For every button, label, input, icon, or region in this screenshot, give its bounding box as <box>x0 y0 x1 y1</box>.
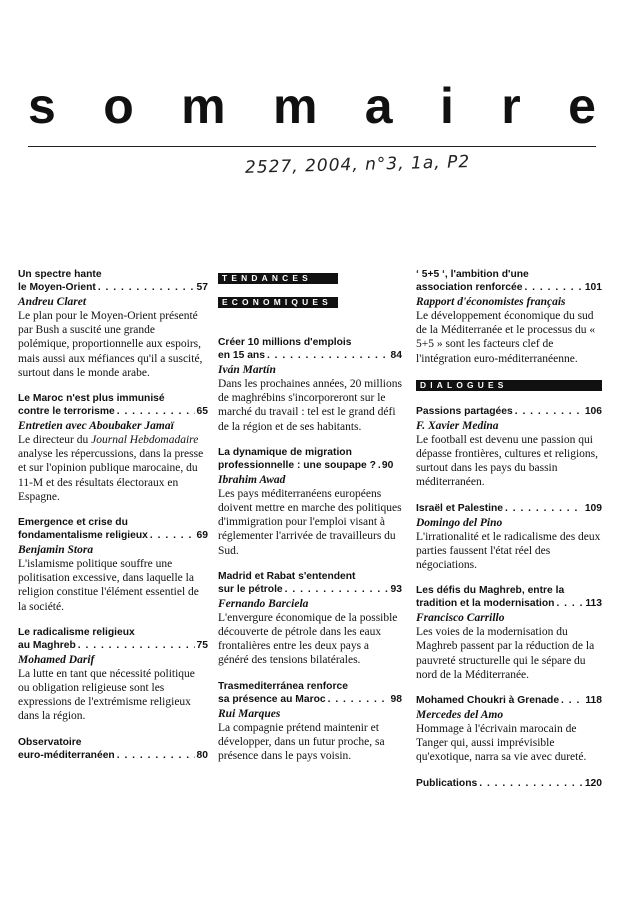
page-number: 84 <box>390 350 402 361</box>
entry-description: Les pays méditerranéens européens doivent mettre en marche des politiques d'immigration pour l'emploi visant à réglementer l'arrivée de travailleurs du Sud. <box>218 487 402 557</box>
entry-author: Ibrahim Awad <box>218 473 286 486</box>
entry-author: Entretien avec Aboubaker Jamaï <box>18 420 174 433</box>
page-number: 118 <box>585 695 602 707</box>
entry-title: Passions partagées . . . 106 <box>416 405 602 418</box>
entry-title: Les défis du Maghreb, entre la tradition et la modernisation . . . 113 <box>416 584 602 610</box>
entry-author: Andreu Claret <box>18 296 87 308</box>
title-letter: e <box>568 78 596 134</box>
entry-author: Iván Martín <box>218 364 276 376</box>
page-number: 90 <box>381 459 394 471</box>
page-number: 69 <box>196 530 208 542</box>
entry-description: Les voies de la modernisation du Maghreb passent par la réduction de la pauvreté structurelle qui le sépare du nord de la Méditerranée. <box>416 626 595 681</box>
title-letter: o <box>103 78 134 134</box>
entry-title: Israël et Palestine . . . 109 <box>416 502 602 515</box>
title-letter: m <box>181 78 226 134</box>
entry-title: Un spectre hante le Moyen-Orient . . . 57 <box>18 268 208 294</box>
title-rule <box>28 146 596 147</box>
toc-entry[interactable] <box>416 777 602 790</box>
title-letter: m <box>272 78 318 134</box>
toc-entry[interactable] <box>416 584 602 682</box>
page-number: 93 <box>390 583 402 595</box>
entry-description: L'irrationalité et le radicalisme des deux parties faussent l'état réel des négociations. <box>416 530 601 572</box>
entry-description: Le football est devenu une passion qui dépasse frontières, cultures et religions, surtout dans les pays du bassin méditerranéen. <box>416 433 599 489</box>
page-number: 109 <box>584 502 602 514</box>
entry-title: Mohamed Choukri à Grenade . . . 118 <box>416 694 602 707</box>
entry-title: ‘ 5+5 ‘, l'ambition d'une association renforcée . . . 101 <box>416 268 602 294</box>
page-number: 101 <box>584 282 602 293</box>
section-band: TENDANCES <box>218 273 338 284</box>
section-header-tendances <box>218 268 402 316</box>
title-letter: s <box>28 78 56 134</box>
entry-author: Benjamin Stora <box>18 544 94 557</box>
entry-author: Mohamed Darif <box>18 653 95 666</box>
entry-description: La compagnie prétend maintenir et développer, dans un futur proche, sa présence dans le pays voisin. <box>218 721 385 763</box>
toc-entry[interactable] <box>416 405 602 490</box>
toc-column-1 <box>18 268 208 774</box>
page-number: 113 <box>585 598 602 610</box>
section-band: ECONOMIQUES <box>218 297 338 308</box>
toc-entry[interactable] <box>416 268 602 366</box>
section-band: DIALOGUES <box>416 380 602 391</box>
entry-title: Observatoire euro-méditerranéen . . . 80 <box>18 736 208 762</box>
title-letter: r <box>501 78 521 134</box>
page-number: 57 <box>196 282 208 293</box>
entry-author: Mercedes del Amo <box>416 709 504 722</box>
entry-title: Madrid et Rabat s'entendent sur le pétrole . . . 93 <box>218 570 402 596</box>
toc-entry[interactable] <box>18 392 208 504</box>
toc-column-2 <box>218 268 402 775</box>
toc-entry[interactable] <box>218 680 402 764</box>
entry-title: Emergence et crise du fondamentalisme religieux . . . 69 <box>18 516 208 542</box>
entry-description: L'envergure économique de la possible découverte de pétrole dans les eaux frontalières entre les deux pays a généré des tensions bilatérales. <box>218 611 398 667</box>
entry-author: Fernando Barciela <box>218 597 309 610</box>
handwritten-note: 2527, 2004, n°3, 1a, P2 <box>244 152 471 178</box>
title-letter: a <box>364 78 393 134</box>
toc-entry[interactable] <box>218 446 402 558</box>
entry-title: Le radicalisme religieux au Maghreb . . . 75 <box>18 626 208 652</box>
entry-description: Dans les prochaines années, 20 millions de maghrébins s'incorporeront sur le marché du travail : tel est le grand défi de la région et de ses habitants. <box>218 378 402 433</box>
entry-description: Le directeur du Journal Hebdomadaire analyse les répercussions, dans la presse et sur l'opinion publique marocaine, du 11-M et des résultats électoraux en Espagne. <box>18 434 204 503</box>
page-number: 80 <box>196 749 208 761</box>
entry-description: L'islamisme politique souffre une politisation excessive, dans laquelle la religion constitue l'élément essentiel de la société. <box>18 558 199 613</box>
toc-entry[interactable] <box>218 570 402 668</box>
page-number: 98 <box>390 693 402 705</box>
page-number: 75 <box>196 639 208 651</box>
entry-title: Trasmediterránea renforce sa présence au Maroc . . . 98 <box>218 680 402 706</box>
title-letter: i <box>439 78 454 134</box>
entry-description: Le développement économique du sud de la Méditerranée et le processus du « 5+5 » sont les facteurs clef de l'intégration euro-méditerranéenne. <box>416 310 596 365</box>
toc-entry[interactable] <box>416 502 602 573</box>
entry-author: F. Xavier Medina <box>416 419 499 432</box>
entry-author: Rapport d'économistes français <box>416 296 566 308</box>
page-number: 120 <box>584 777 602 789</box>
toc-entry[interactable] <box>18 626 208 724</box>
page-number: 106 <box>584 405 602 417</box>
toc-column-3 <box>416 268 602 802</box>
toc-entry[interactable] <box>18 736 208 762</box>
entry-description: La lutte en tant que nécessité politique ou obligation religieuse sont les expressions de l'extrémisme religieux dans la région. <box>18 667 195 723</box>
page-title <box>28 76 596 136</box>
section-header-dialogues <box>416 380 602 391</box>
entry-description: Le plan pour le Moyen-Orient présenté par Bush a suscité une grande polémique, proportionnelle aux espoirs, mais aussi aux méfiances qu'il a suscité, surtout dans le monde arabe. <box>18 310 203 379</box>
toc-entry[interactable] <box>18 268 208 380</box>
toc-entry[interactable] <box>416 694 602 765</box>
entry-title: Publications . . . 120 <box>416 777 602 790</box>
toc-entry[interactable] <box>218 336 402 434</box>
entry-title: Créer 10 millions d'emplois en 15 ans . . . 84 <box>218 336 402 362</box>
entry-author: Francisco Carrillo <box>416 612 505 625</box>
entry-description: Hommage à l'écrivain marocain de Tanger qui, aussi imprévisible qu'exotique, narra sa vie avec dureté. <box>416 723 587 764</box>
entry-author: Rui Marques <box>218 707 281 720</box>
entry-author: Domingo del Pino <box>416 516 503 529</box>
entry-title: La dynamique de migration professionnelle : une soupape ? . . . 90 <box>218 446 402 472</box>
page-number: 65 <box>196 406 208 418</box>
toc-entry[interactable] <box>18 516 208 614</box>
entry-title: Le Maroc n'est plus immunisé contre le terrorisme . . . 65 <box>18 392 208 418</box>
